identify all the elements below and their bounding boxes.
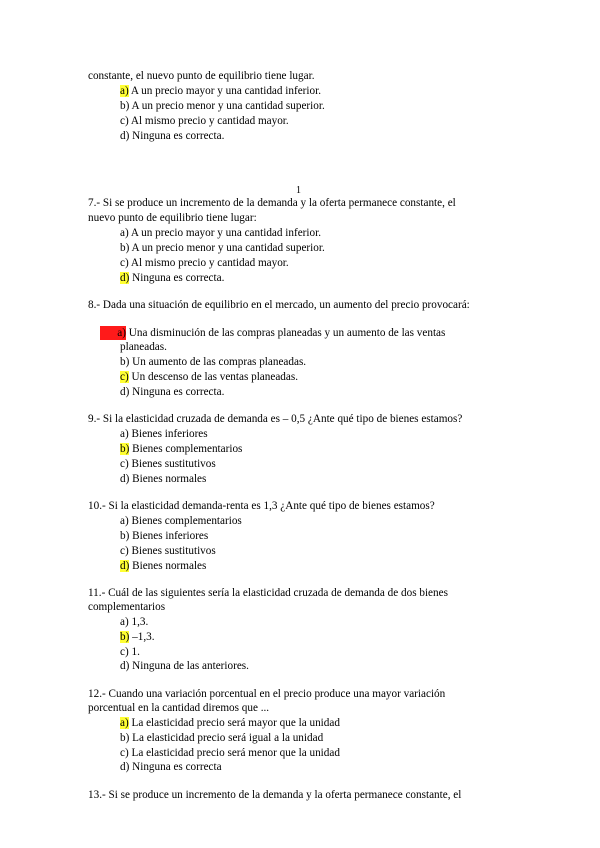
- q11-option-a: a) 1,3.: [120, 616, 149, 628]
- intro-option-b: b) A un precio menor y una cantidad superior.: [120, 100, 325, 112]
- question-12: 12.- Cuando una variación porcentual en el precio produce una mayor variación: [88, 688, 446, 700]
- q10-option-a: a) Bienes complementarios: [120, 515, 242, 527]
- question-11-cont: complementarios: [88, 601, 166, 613]
- q12-option-b: b) La elasticidad precio será igual a la unidad: [120, 732, 324, 744]
- question-9: 9.- Si la elasticidad cruzada de demanda es – 0,5 ¿Ante qué tipo de bienes estamos?: [88, 413, 463, 425]
- intro-text: constante, el nuevo punto de equilibrio tiene lugar.: [88, 70, 315, 82]
- q9-option-c: c) Bienes sustitutivos: [120, 458, 216, 470]
- q8-option-a: a) Una disminución de las compras planeadas y un aumento de las ventas: [120, 326, 445, 340]
- q8-option-c: c) Un descenso de las ventas planeadas.: [120, 371, 299, 383]
- intro-option-a: a) A un precio mayor y una cantidad inferior.: [120, 85, 322, 97]
- q9-option-b: b) Bienes complementarios: [120, 443, 243, 455]
- answer-highlight: d): [120, 272, 130, 284]
- question-7-cont: nuevo punto de equilibrio tiene lugar:: [88, 212, 257, 224]
- intro-option-d: d) Ninguna es correcta.: [120, 130, 225, 142]
- q7-option-d: d) Ninguna es correcta.: [120, 272, 225, 284]
- question-7: 7.- Si se produce un incremento de la demanda y la oferta permanece constante, el: [88, 197, 456, 209]
- q10-option-d: d) Bienes normales: [120, 560, 207, 572]
- q9-option-d: d) Bienes normales: [120, 473, 207, 485]
- question-13: 13.- Si se produce un incremento de la demanda y la oferta permanece constante, el: [88, 789, 462, 801]
- answer-highlight: d): [120, 560, 130, 572]
- q8-option-d: d) Ninguna es correcta.: [120, 386, 225, 398]
- question-8: 8.- Dada una situación de equilibrio en el mercado, un aumento del precio provocará:: [88, 299, 470, 311]
- q11-option-c: c) 1.: [120, 646, 140, 658]
- q12-option-c: c) La elasticidad precio será menor que la unidad: [120, 747, 340, 759]
- wrong-answer-highlight: a): [100, 326, 126, 340]
- answer-highlight: a): [120, 85, 129, 97]
- q7-option-a: a) A un precio mayor y una cantidad inferior.: [120, 227, 322, 239]
- q11-option-d: d) Ninguna de las anteriores.: [120, 660, 249, 672]
- q8-option-a-cont: planeadas.: [120, 341, 167, 353]
- page-number: 1: [296, 185, 301, 196]
- q12-option-d: d) Ninguna es correcta: [120, 761, 222, 773]
- answer-highlight: b): [120, 631, 130, 643]
- q9-option-a: a) Bienes inferiores: [120, 428, 208, 440]
- q7-option-c: c) Al mismo precio y cantidad mayor.: [120, 257, 289, 269]
- question-11: 11.- Cuál de las siguientes sería la elasticidad cruzada de demanda de dos bienes: [88, 587, 448, 599]
- q8-option-b: b) Un aumento de las compras planeadas.: [120, 356, 307, 368]
- q10-option-b: b) Bienes inferiores: [120, 530, 209, 542]
- q11-option-b: b) –1,3.: [120, 631, 155, 643]
- answer-highlight: b): [120, 443, 130, 455]
- question-10: 10.- Si la elasticidad demanda-renta es 1,3 ¿Ante qué tipo de bienes estamos?: [88, 500, 435, 512]
- q7-option-b: b) A un precio menor y una cantidad superior.: [120, 242, 325, 254]
- intro-option-c: c) Al mismo precio y cantidad mayor.: [120, 115, 289, 127]
- answer-highlight: a): [120, 717, 129, 729]
- q12-option-a: a) La elasticidad precio será mayor que la unidad: [120, 717, 340, 729]
- answer-highlight: c): [120, 371, 129, 383]
- question-12-cont: porcentual en la cantidad diremos que ...: [88, 702, 270, 714]
- q10-option-c: c) Bienes sustitutivos: [120, 545, 216, 557]
